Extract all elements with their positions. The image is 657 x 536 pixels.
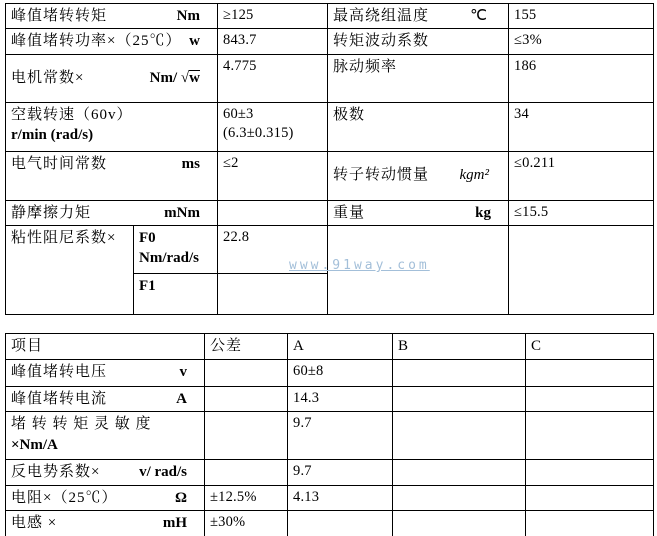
unit-prefix: Nm/ — [149, 69, 178, 86]
column-header-item: 项目 — [6, 334, 205, 360]
variant-row-stall-torque-sensitivity — [6, 412, 654, 460]
radicand: w — [189, 69, 200, 86]
spec-label-line2: ×Nm/A — [11, 436, 58, 453]
variant-a-value — [288, 510, 393, 536]
spec-unit: A — [176, 391, 187, 407]
spec-label: 转子转动惯量 — [333, 167, 430, 184]
spec-row-no-load-speed — [6, 102, 654, 151]
spec-unit: v/ rad/s — [139, 464, 187, 481]
spec-label: 峰值堵转电流 — [11, 391, 108, 407]
variant-row-inductance — [6, 510, 654, 536]
spec-label-cell — [328, 4, 509, 29]
spec-label-cell — [328, 102, 509, 151]
spec-unit: ℃ — [470, 8, 487, 24]
spec-label-cell — [328, 200, 509, 225]
spec-label: 电机常数× — [11, 69, 85, 86]
spec-label: 重量 — [333, 204, 366, 221]
spec-label: 极数 — [333, 106, 366, 123]
spec-sublabel-cell — [134, 273, 218, 314]
spec-label-cell — [6, 510, 205, 536]
spec-row-peak-stall-power — [6, 29, 654, 54]
spec-value — [218, 200, 328, 225]
variant-b-value — [393, 387, 526, 412]
spec-unit: mNm — [164, 204, 200, 221]
variant-spec-table — [5, 333, 654, 536]
spec-label-cell — [6, 225, 134, 314]
variant-row-back-emf-constant — [6, 460, 654, 485]
spec-label: 最高绕组温度 — [333, 8, 430, 24]
spec-row-motor-constant — [6, 54, 654, 102]
spec-label: 电感 × — [11, 514, 58, 531]
spec-unit: mH — [162, 514, 187, 531]
spec-value: 843.7 — [218, 29, 328, 54]
spec-value: ≤15.5 — [509, 200, 654, 225]
tolerance-value — [205, 360, 288, 387]
column-header-c: C — [526, 334, 654, 360]
empty-cell — [509, 225, 654, 314]
spec-label: 峰值堵转电压 — [11, 364, 108, 380]
spec-sublabel-cell — [134, 225, 218, 273]
variant-b-value — [393, 412, 526, 460]
variant-c-value — [526, 510, 654, 536]
variant-b-value — [393, 360, 526, 387]
spec-row-electrical-time-constant — [6, 151, 654, 200]
variant-b-value — [393, 485, 526, 510]
spec-value: 4.775 — [218, 54, 328, 102]
spec-label: 转矩波动系数 — [333, 33, 430, 50]
spec-label-cell — [6, 387, 205, 412]
spec-value: ≥125 — [218, 4, 328, 29]
spec-value — [218, 273, 328, 314]
variant-a-value: 60±8 — [288, 360, 393, 387]
spec-label-cell — [6, 151, 218, 200]
spec-label-cell — [328, 151, 509, 200]
variant-c-value — [526, 485, 654, 510]
variant-c-value — [526, 412, 654, 460]
spec-value-line1: 60±3 — [223, 105, 254, 122]
spec-label-cell — [6, 102, 218, 151]
spec-unit: kg — [475, 204, 491, 221]
sub-parameter-f1: F1 — [139, 277, 156, 294]
tolerance-value — [205, 460, 288, 485]
variant-c-value — [526, 460, 654, 485]
spec-label: 峰值堵转功率×（25℃） — [11, 33, 182, 50]
spec-value: 186 — [509, 54, 654, 102]
spec-label: 脉动频率 — [333, 58, 398, 75]
spec-label: 峰值堵转转矩 — [11, 8, 108, 24]
variant-c-value — [526, 360, 654, 387]
spec-label-cell — [6, 4, 218, 29]
sub-parameter-f0-unit: Nm/rad/s — [139, 250, 199, 266]
variant-header-row — [6, 334, 654, 360]
variant-a-value: 14.3 — [288, 387, 393, 412]
spec-label-cell — [6, 485, 205, 510]
spec-label-cell — [328, 29, 509, 54]
spec-label: 粘性阻尼系数× — [11, 229, 117, 246]
spec-unit: kgm² — [459, 167, 489, 184]
tolerance-value — [205, 412, 288, 460]
spec-label-cell — [328, 54, 509, 102]
variant-row-peak-stall-voltage — [6, 360, 654, 387]
spec-label: 电阻×（25℃） — [11, 489, 118, 506]
spec-label-cell — [6, 412, 205, 460]
spec-value: 155 — [509, 4, 654, 29]
spec-value: ≤0.211 — [509, 151, 654, 200]
spec-unit: Ω — [174, 489, 187, 506]
variant-b-value — [393, 510, 526, 536]
spec-row-peak-stall-torque — [6, 4, 654, 29]
variant-row-peak-stall-current — [6, 387, 654, 412]
spec-label-cell — [6, 360, 205, 387]
column-header-a: A — [288, 334, 393, 360]
spec-unit: w — [189, 33, 200, 50]
radical-sign: √ — [180, 69, 190, 86]
spec-label: 空载转速（60v） — [11, 106, 133, 123]
spec-unit: v — [179, 364, 187, 380]
variant-row-resistance — [6, 485, 654, 510]
spec-value-line2: (6.3±0.315) — [223, 125, 294, 142]
spec-label-line2: r/min (rad/s) — [11, 126, 94, 143]
spec-label: 静摩擦力矩 — [11, 204, 92, 221]
spec-value: 22.8 — [218, 225, 328, 273]
column-header-tolerance: 公差 — [205, 334, 288, 360]
spec-value: 34 — [509, 102, 654, 151]
spec-label-cell — [6, 29, 218, 54]
spec-label-cell — [6, 460, 205, 485]
spec-unit: ms — [181, 155, 200, 172]
spec-row-static-friction-torque — [6, 200, 654, 225]
tolerance-value: ±30% — [205, 510, 288, 536]
spec-unit — [150, 68, 200, 88]
spec-value — [218, 102, 328, 151]
watermark: www.91way.com — [289, 258, 430, 273]
spec-label: 堵 转 转 矩 灵 敏 度 — [11, 416, 152, 433]
spec-label-cell — [6, 54, 218, 102]
variant-a-value: 9.7 — [288, 460, 393, 485]
tolerance-value: ±12.5% — [205, 485, 288, 510]
spec-label: 电气时间常数 — [11, 155, 108, 172]
spec-value: ≤2 — [218, 151, 328, 200]
variant-a-value: 4.13 — [288, 485, 393, 510]
spec-label: 反电势系数× — [11, 464, 101, 481]
spec-unit: Nm — [176, 8, 200, 24]
spec-value: ≤3% — [509, 29, 654, 54]
variant-a-value: 9.7 — [288, 412, 393, 460]
column-header-b: B — [393, 334, 526, 360]
tolerance-value — [205, 387, 288, 412]
variant-c-value — [526, 387, 654, 412]
sub-parameter-f0: F0 — [139, 229, 156, 246]
spec-label-cell — [6, 200, 218, 225]
variant-b-value — [393, 460, 526, 485]
